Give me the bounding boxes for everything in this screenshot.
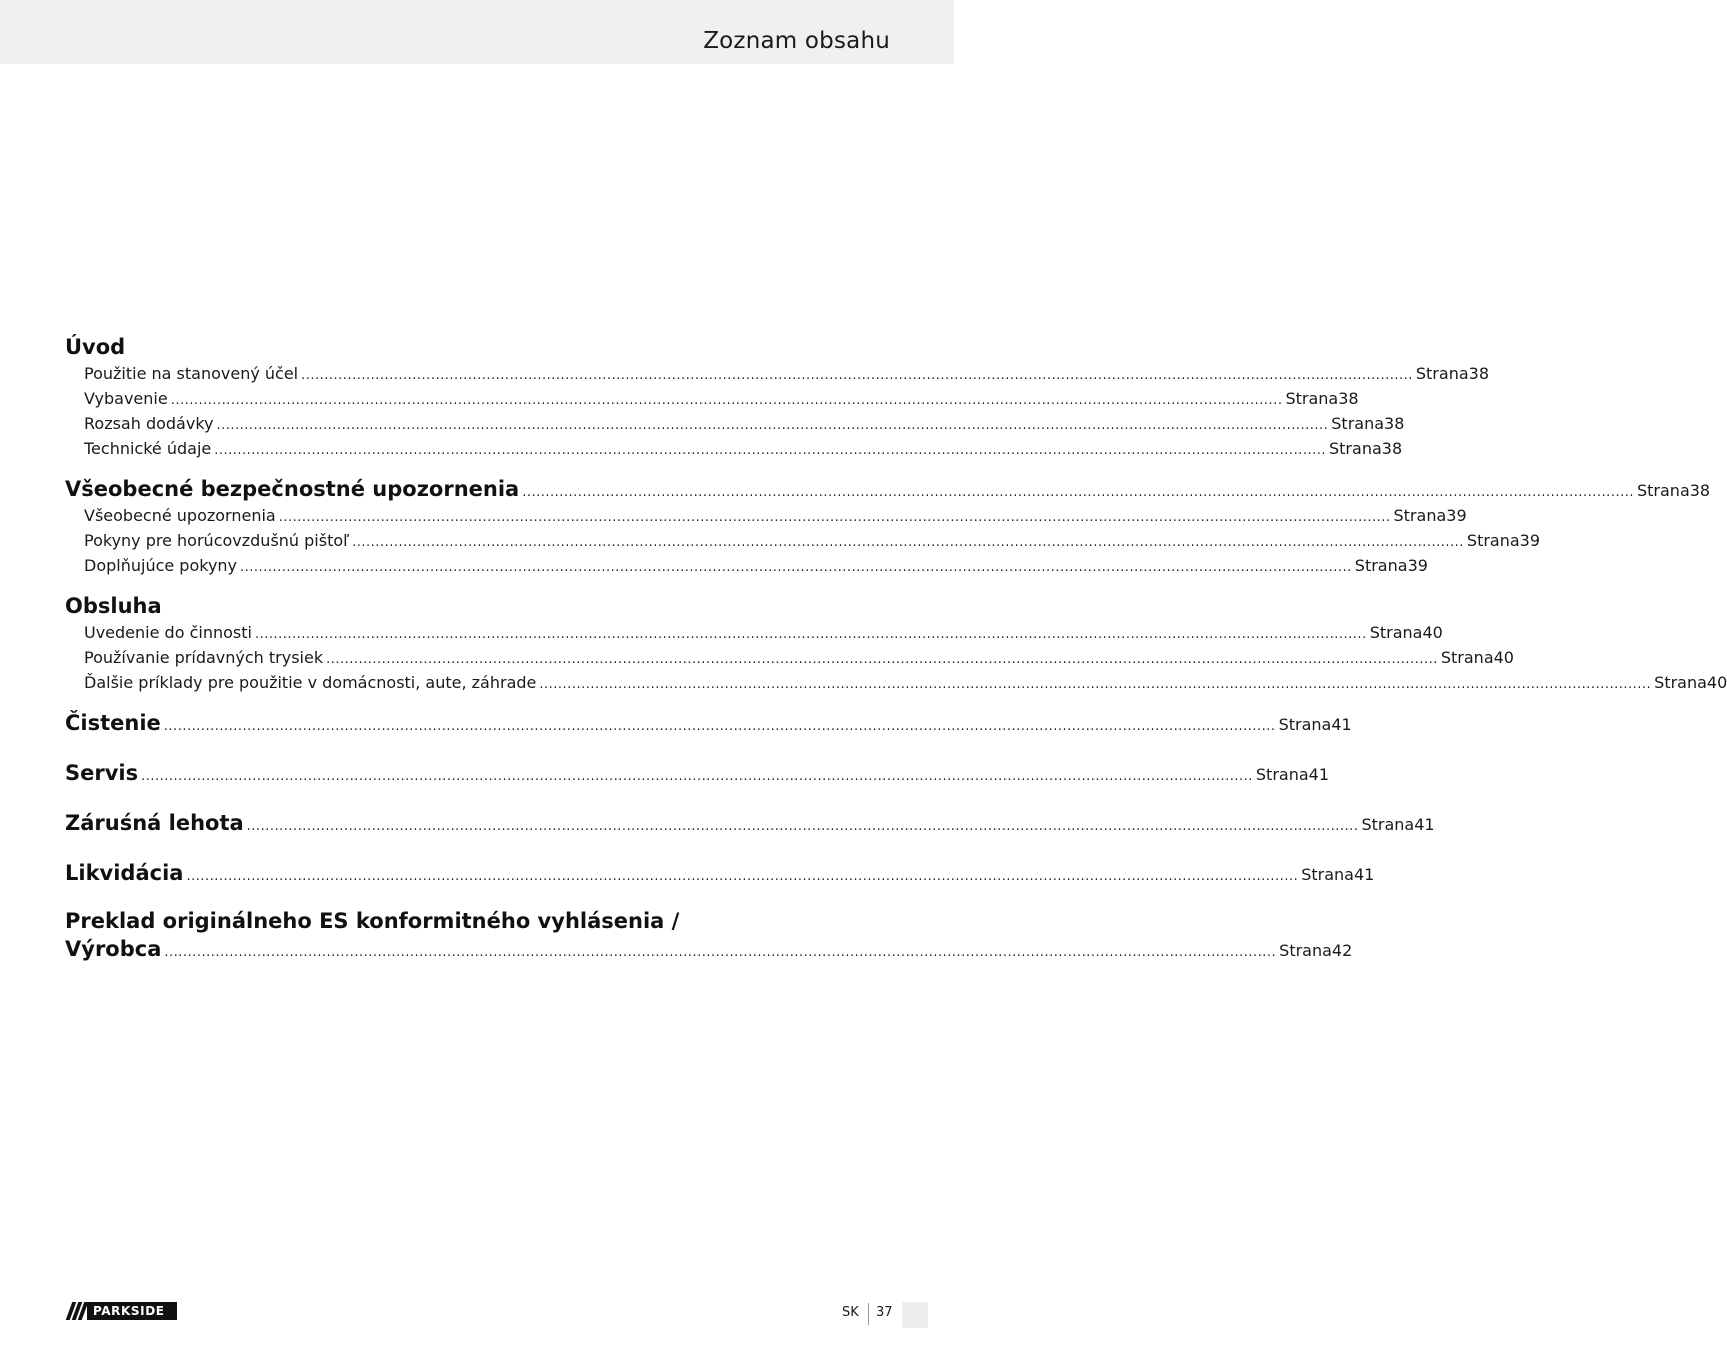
dot-leader: ................................................................................................................................................................................................................................................ <box>246 819 1359 834</box>
toc-entry-page: 40 <box>1706 673 1727 692</box>
footer-divider <box>868 1303 869 1325</box>
toc-entry-page: 39 <box>1519 531 1541 550</box>
strana-label: Strana <box>1369 623 1423 642</box>
dot-leader: ................................................................................................................................................................................................................................................ <box>254 627 1367 642</box>
dot-leader: ................................................................................................................................................................................................................................................ <box>141 769 1253 784</box>
dot-leader: ................................................................................................................................................................................................................................................ <box>352 535 1464 550</box>
toc-section-obsluha <box>65 592 1727 695</box>
strana-label: Strana <box>1636 481 1690 500</box>
toc-entry-page: 41 <box>1308 765 1330 784</box>
footer-tab-box <box>902 1302 928 1328</box>
toc-entry-label: Vybavenie <box>84 389 168 408</box>
toc-heading-entry[interactable] <box>65 475 1711 503</box>
toc-section-uvod <box>65 333 1489 461</box>
strana-label: Strana <box>1361 815 1415 834</box>
dot-leader: ................................................................................................................................................................................................................................................ <box>522 485 1634 500</box>
toc-section-preklad <box>65 907 1353 963</box>
strana-label: Strana <box>1285 389 1339 408</box>
strana-label: Strana <box>1255 765 1309 784</box>
logo-text: PARKSIDE <box>93 1304 165 1318</box>
toc-section-likvidacia <box>65 859 1375 887</box>
strana-label: Strana <box>1279 941 1332 960</box>
toc-heading: Čistenie <box>65 711 161 735</box>
dot-leader: ................................................................................................................................................................................................................................................ <box>278 510 1391 525</box>
dot-leader: ................................................................................................................................................................................................................................................ <box>163 719 1276 734</box>
toc-entry-page: 42 <box>1331 941 1353 960</box>
dot-leader: ................................................................................................................................................................................................................................................ <box>164 945 1277 960</box>
toc-entry[interactable] <box>65 645 1514 670</box>
toc-entry[interactable] <box>65 528 1541 553</box>
strana-label: Strana <box>1301 865 1354 884</box>
strana-label: Strana <box>1466 531 1520 550</box>
strana-label: Strana <box>1393 506 1447 525</box>
toc-entry[interactable] <box>65 436 1403 461</box>
strana-label: Strana <box>1440 648 1494 667</box>
strana-label: Strana <box>1331 414 1385 433</box>
toc-entry-page: 38 <box>1689 481 1711 500</box>
toc-entry-page: 41 <box>1353 865 1375 884</box>
dot-leader: ................................................................................................................................................................................................................................................ <box>186 869 1299 884</box>
dot-leader: ................................................................................................................................................................................................................................................ <box>170 393 1283 408</box>
toc-entry-label: Pokyny pre horúcovzdušnú pištoľ <box>84 531 350 550</box>
toc-entry-page: 41 <box>1331 715 1352 734</box>
toc-entry-label: Rozsah dodávky <box>84 414 214 433</box>
toc-heading-entry[interactable] <box>65 759 1330 787</box>
toc-entry[interactable] <box>65 503 1467 528</box>
dot-leader: ................................................................................................................................................................................................................................................ <box>301 368 1413 383</box>
toc-entry-page: 39 <box>1446 506 1467 525</box>
dot-leader: ................................................................................................................................................................................................................................................ <box>214 443 1326 458</box>
toc-heading-entry[interactable] <box>65 935 1353 963</box>
toc-heading: Úvod <box>65 335 126 359</box>
dot-leader: ................................................................................................................................................................................................................................................ <box>216 418 1329 433</box>
toc-entry[interactable] <box>65 386 1359 411</box>
toc-heading-entry[interactable] <box>65 809 1435 837</box>
toc-heading: Záruśná lehota <box>65 811 244 835</box>
toc-entry[interactable] <box>65 620 1443 645</box>
strana-label: Strana <box>1415 364 1469 383</box>
toc-entry-page: 40 <box>1493 648 1514 667</box>
toc-heading-entry[interactable] <box>65 709 1352 737</box>
toc-entry-page: 38 <box>1338 389 1359 408</box>
toc-entry-label: Uvedenie do činnosti <box>84 623 252 642</box>
page-title: Zoznam obsahu <box>703 28 890 54</box>
logo-stripes-icon <box>65 1302 87 1320</box>
toc-entry-label: Všeobecné upozornenia <box>84 506 276 525</box>
toc-entry-page: 40 <box>1422 623 1443 642</box>
table-of-contents <box>65 333 1727 963</box>
toc-entry-label: Technické údaje <box>84 439 212 458</box>
toc-entry-page: 41 <box>1414 815 1435 834</box>
toc-entry[interactable] <box>65 411 1405 436</box>
strana-label: Strana <box>1329 439 1382 458</box>
toc-heading-entry[interactable] <box>65 859 1375 887</box>
toc-entry-label: Použitie na stanovený účel <box>84 364 299 383</box>
toc-entry[interactable] <box>65 553 1428 578</box>
toc-heading: Preklad originálneho ES konformitného vyhlásenia / <box>65 909 680 933</box>
toc-entry-label: Používanie prídavných trysiek <box>84 648 324 667</box>
toc-entry-page: 38 <box>1384 414 1405 433</box>
toc-entry-page: 38 <box>1381 439 1403 458</box>
toc-section-cistenie <box>65 709 1352 737</box>
toc-section-servis <box>65 759 1330 787</box>
page-number: 37 <box>876 1305 893 1320</box>
dot-leader: ................................................................................................................................................................................................................................................ <box>539 677 1652 692</box>
toc-entry[interactable] <box>65 361 1489 386</box>
toc-entry-label: Ďalšie príklady pre použitie v domácnosti, aute, záhrade <box>84 673 537 692</box>
strana-label: Strana <box>1278 715 1332 734</box>
language-code: SK <box>842 1305 859 1320</box>
toc-section-bezpecnost <box>65 475 1711 578</box>
toc-entry-page: 39 <box>1407 556 1428 575</box>
toc-entry[interactable] <box>65 670 1727 695</box>
dot-leader: ................................................................................................................................................................................................................................................ <box>326 652 1438 667</box>
dot-leader: ................................................................................................................................................................................................................................................ <box>240 560 1352 575</box>
parkside-logo <box>65 1302 177 1320</box>
strana-label: Strana <box>1354 556 1408 575</box>
toc-entry-page: 38 <box>1468 364 1489 383</box>
toc-heading: Obsluha <box>65 594 162 618</box>
toc-heading: Všeobecné bezpečnostné upozornenia <box>65 477 520 501</box>
toc-section-zaruka <box>65 809 1435 837</box>
toc-entry-label: Doplňujúce pokyny <box>84 556 238 575</box>
toc-heading-continued: Výrobca <box>65 937 162 961</box>
toc-heading: Likvidácia <box>65 861 184 885</box>
toc-heading: Servis <box>65 761 139 785</box>
strana-label: Strana <box>1654 673 1707 692</box>
